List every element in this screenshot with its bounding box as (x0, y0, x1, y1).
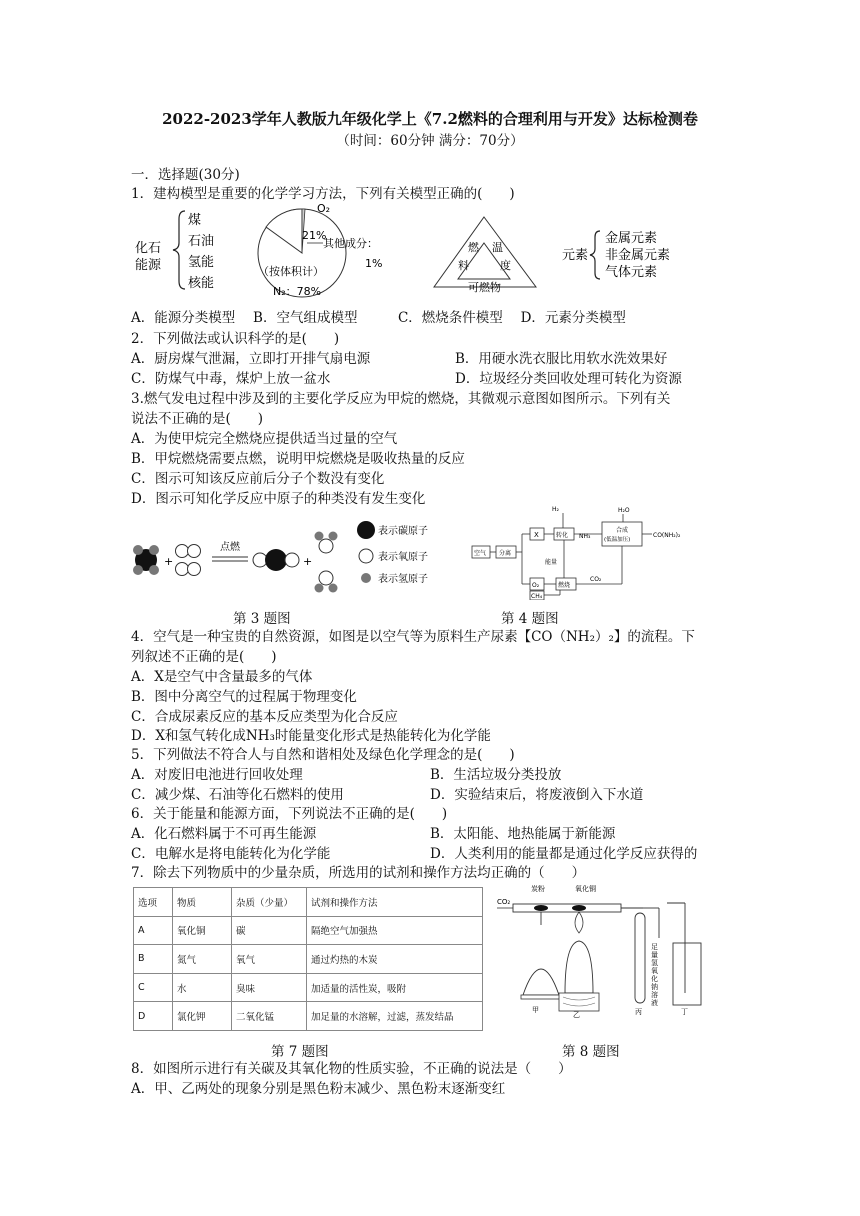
legend-oxygen-icon (359, 549, 373, 563)
legend-label: 表示碳原子 (378, 526, 428, 537)
table-header-cell: 试剂和操作方法 (307, 888, 483, 917)
hydrogen-atom (315, 584, 324, 593)
test-tube-bing (635, 913, 645, 1003)
table-header-cell: 杂质（少量） (232, 888, 307, 917)
q3-caption: 第 3 题图 (233, 611, 291, 627)
q3-option-a: A．为使甲烷完全燃烧应提供适当过量的空气 (131, 431, 398, 447)
hydrogen-atom (329, 584, 338, 593)
app-label: 甲 (532, 1006, 539, 1014)
element-brace-diagram (560, 225, 700, 285)
tri-label: 度 (500, 259, 511, 272)
reagent-char: 量 (651, 951, 658, 959)
table-cell: D (134, 1002, 173, 1031)
plus-sign: + (164, 555, 174, 568)
legend-carbon-icon (357, 521, 375, 539)
q6-option-c: C．电解水是将电能转化为化学能 (131, 846, 331, 862)
table-row (134, 945, 483, 974)
page-title: 2022-2023学年人教版九年级化学上《7.2燃料的合理利用与开发》达标检测卷 (162, 110, 698, 128)
table-cell: 加足量的水溶解，过滤，蒸发结晶 (307, 1002, 483, 1031)
tri-label: 可燃物 (468, 281, 501, 293)
q2-option-b: B．用硬水洗衣服比用软水洗效果好 (455, 351, 668, 367)
q4-stem-1: 4．空气是一种宝贵的自然资源，如图是以空气等为原料生产尿素【CO（NH₂）₂】的流程。下 (131, 629, 695, 645)
glass-tube (513, 904, 621, 912)
hydrogen-atom (329, 532, 338, 541)
reagent-char: 足 (651, 943, 658, 951)
element-item: 气体元素 (605, 265, 658, 280)
app-label: 氧化铜 (575, 885, 596, 893)
air-composition-pie (255, 203, 405, 303)
q6-stem: 6．关于能量和能源方面，下列说法不正确的是( ) (131, 806, 448, 822)
q2-option-d: D．垃圾经分类回收处理可转化为资源 (455, 371, 682, 387)
tri-label: 温 (492, 241, 503, 254)
carbon-oxide-apparatus (495, 883, 710, 1018)
q6-option-b: B．太阳能、地热能属于新能源 (430, 826, 616, 842)
flame-icon (575, 912, 583, 933)
q1-fig-combustion-triangle (432, 213, 542, 293)
q4-stem-2: 列叙述不正确的是( ) (131, 649, 277, 665)
urea-process-flowchart (470, 505, 700, 600)
pct-1-label: 1% (365, 257, 383, 270)
q3-option-b: B．甲烷燃烧需要点燃，说明甲烷燃烧是吸收热量的反应 (131, 451, 465, 467)
table-cell: 氮气 (173, 945, 232, 974)
q3-option-c: C．图示可知该反应前后分子个数没有变化 (131, 471, 385, 487)
q6-option-d: D．人类利用的能量都是通过化学反应获得的 (430, 846, 698, 862)
table-cell: B (134, 945, 173, 974)
q4-option-c: C．合成尿素反应的基本反应类型为化合反应 (131, 709, 398, 725)
alcohol-lamp-jia (523, 969, 559, 995)
table-header-row (134, 888, 483, 917)
reagent-char: 氧 (651, 967, 658, 975)
hydrogen-atom (315, 532, 324, 541)
flow-label: (低温加压) (604, 537, 631, 543)
pct-21-label: 21% (302, 229, 327, 242)
outer-triangle (434, 217, 536, 287)
flow-label: 合成 (616, 527, 629, 534)
table-cell: 碳 (232, 916, 307, 945)
section-heading: 一．选择题(30分) (131, 167, 240, 183)
flow-label: X (534, 531, 539, 539)
q7-stem: 7．除去下列物质中的少量杂质，所选用的试剂和操作方法均正确的（ ） (131, 865, 586, 881)
app-label: 炭粉 (531, 885, 545, 893)
table-header-cell: 物质 (173, 888, 232, 917)
legend-label: 表示氧原子 (378, 552, 428, 563)
q6-option-a: A．化石燃料属于不可再生能源 (131, 826, 317, 842)
hydrogen-atom (149, 545, 159, 555)
q4-option-a: A．X是空气中含量最多的气体 (131, 669, 313, 685)
q5-option-d: D．实验结束后，将废液倒入下水道 (430, 787, 644, 803)
table-cell: 氧气 (232, 945, 307, 974)
reagent-char: 钠 (651, 983, 658, 991)
q2-option-c: C．防煤气中毒，煤炉上放一盆水 (131, 371, 331, 387)
energy-item: 石油 (188, 234, 215, 249)
flow-label: NH₃ (579, 533, 591, 540)
table-cell: 二氧化锰 (232, 1002, 307, 1031)
legend-hydrogen-icon (361, 573, 371, 583)
q4-caption: 第 4 题图 (501, 611, 559, 627)
q5-option-a: A．对废旧电池进行回收处理 (131, 767, 303, 783)
label-energy: 能源 (135, 258, 162, 273)
flow-label: 分离 (499, 550, 512, 557)
table-row (134, 916, 483, 945)
q7-table (133, 887, 483, 1031)
q8-option-a: A．甲、乙两处的现象分别是黑色粉末减少、黑色粉末逐渐变红 (131, 1081, 506, 1097)
q5-option-c: C．减少煤、石油等化石燃料的使用 (131, 787, 344, 803)
q3-stem-1: 3.燃气发电过程中涉及到的主要化学反应为甲烷的燃烧，其微观示意图如图所示。下列有关 (131, 391, 671, 407)
table-cell: 加适量的活性炭，吸附 (307, 973, 483, 1002)
table-cell: 隔绝空气加强热 (307, 916, 483, 945)
q1-options: A．能源分类模型 B．空气组成模型 C．燃烧条件模型 D．元素分类模型 (131, 310, 626, 326)
q4-fig-flowchart (470, 505, 700, 600)
q4-option-b: B．图中分离空气的过程属于物理变化 (131, 689, 357, 705)
lamp-base (521, 995, 561, 999)
oxygen-atom (319, 539, 333, 553)
table-cell: 通过灼热的木炭 (307, 945, 483, 974)
q7-caption: 第 7 题图 (271, 1044, 329, 1060)
page-subtitle: （时间：60分钟 满分：70分） (336, 133, 524, 149)
oxygen-atom (285, 553, 299, 567)
brace-icon (173, 211, 185, 289)
energy-item: 氢能 (188, 255, 215, 270)
q2-stem: 2．下列做法或认识科学的是( ) (131, 331, 340, 347)
combustion-triangle (432, 213, 542, 293)
table-cell: 氯化钾 (173, 1002, 232, 1031)
q2-option-a: A．厨房煤气泄漏，立即打开排气扇电源 (131, 351, 371, 367)
q4-option-d: D．X和氢气转化成NH₃时能量变化形式是热能转化为化学能 (131, 728, 491, 744)
q3-stem-2: 说法不正确的是( ) (131, 411, 264, 427)
flow-label: 燃烧 (558, 582, 571, 589)
q8-fig-apparatus (495, 883, 710, 1018)
table-row (134, 973, 483, 1002)
flow-label: O₂ (532, 582, 540, 589)
table-row (134, 1002, 483, 1031)
by-volume-note: （按体积计） (258, 265, 324, 278)
energy-item: 煤 (188, 213, 202, 228)
flow-label: 转化 (556, 532, 569, 539)
wood-block (559, 993, 599, 1011)
oxygen-atom (319, 571, 333, 585)
brace-icon (590, 231, 600, 279)
copper-oxide-powder (572, 905, 586, 911)
energy-item: 核能 (188, 276, 215, 291)
table-cell: A (134, 916, 173, 945)
q3-fig-reaction (130, 518, 460, 598)
hydrogen-atom (133, 565, 143, 575)
q5-option-b: B．生活垃圾分类投放 (430, 767, 562, 783)
table-header-cell: 选项 (134, 888, 173, 917)
reagent-char: 溶 (651, 991, 658, 999)
oxygen-atom (188, 545, 201, 558)
other-label: 其他成分： (323, 237, 378, 250)
reagent-char: 液 (651, 999, 658, 1007)
reaction-condition: 点燃 (220, 542, 240, 553)
q1-fig-energy-model (133, 203, 253, 293)
legend-label: 表示氢原子 (378, 574, 428, 585)
q1-fig-air-pie (255, 203, 405, 303)
plus-sign: + (303, 555, 313, 568)
reagent-char: 氢 (651, 959, 658, 967)
element-item: 非金属元素 (605, 248, 671, 263)
q1-stem: 1．建构模型是重要的化学学习方法，下列有关模型正确的( ) (131, 186, 515, 202)
reagent-char: 化 (651, 975, 658, 983)
table-cell: C (134, 973, 173, 1002)
hydrogen-atom (149, 565, 159, 575)
flow-label: CO(NH₂)₂ (653, 532, 681, 539)
oxygen-atom (176, 563, 189, 576)
q8-caption: 第 8 题图 (562, 1044, 620, 1060)
app-label: 丁 (681, 1008, 688, 1016)
q8-stem: 8．如图所示进行有关碳及其氧化物的性质实验，不正确的说法是（ ） (131, 1061, 572, 1077)
table-cell: 氧化铜 (173, 916, 232, 945)
carbon-atom (265, 549, 287, 571)
o2-label: O₂ (317, 203, 331, 215)
methane-combustion-diagram (130, 518, 460, 598)
alcohol-lamp-yi (565, 941, 593, 993)
oxygen-atom (253, 553, 267, 567)
element-item: 金属元素 (605, 231, 658, 246)
q5-stem: 5．下列做法不符合人与自然和谐相处及绿色化学理念的是( ) (131, 747, 515, 763)
flow-label: H₂O (618, 507, 630, 514)
oxygen-atom (176, 545, 189, 558)
flow-label: CH₄ (531, 593, 543, 600)
hydrogen-atom (133, 545, 143, 555)
beaker-ding (673, 943, 701, 1005)
oxygen-atom (188, 563, 201, 576)
energy-brace-diagram (133, 203, 253, 293)
flow-label: 空气 (474, 550, 487, 557)
app-label: 乙 (573, 1011, 580, 1018)
carbon-powder (534, 905, 548, 911)
label-fossil: 化石 (135, 241, 162, 256)
app-label: 丙 (635, 1008, 642, 1016)
flow-label: CO₂ (590, 576, 602, 583)
q3-option-d: D．图示可知化学反应中原子的种类没有发生变化 (131, 491, 426, 507)
table-cell: 水 (173, 973, 232, 1002)
q1-fig-element-model (560, 225, 700, 285)
table-cell: 臭味 (232, 973, 307, 1002)
tri-label: 燃 (468, 241, 479, 254)
flow-label: H₂ (552, 506, 559, 513)
n2-label: N₂：78% (273, 285, 322, 298)
app-label: CO₂ (497, 898, 511, 906)
label-element: 元素 (562, 248, 589, 263)
flow-label: 能量 (545, 559, 558, 566)
tri-label: 料 (458, 259, 469, 272)
